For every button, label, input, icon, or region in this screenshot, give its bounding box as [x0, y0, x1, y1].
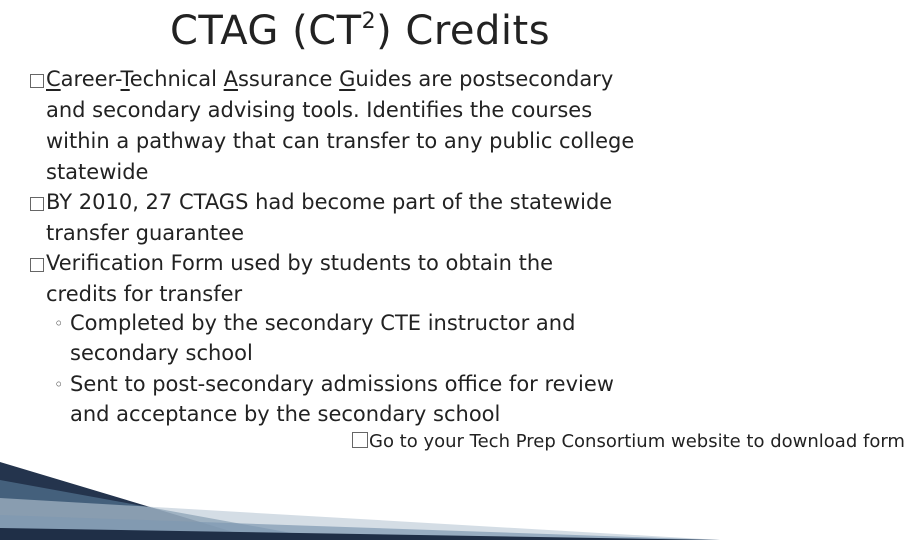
bullet-line: credits for transfer: [46, 282, 243, 306]
decorative-stripes: [0, 440, 720, 540]
title-text-end: ) Credits: [376, 8, 551, 54]
sub-bullet-sent: [70, 369, 700, 429]
note-text: Go to your Tech Prep Consortium website to download form: [369, 431, 905, 452]
sub-bullet-ring-icon: ◦: [54, 314, 64, 333]
bullet-text-part: echnical: [129, 67, 224, 91]
bullet-line: transfer guarantee: [46, 221, 245, 245]
sub-bullet-line: secondary school: [70, 341, 253, 365]
bullet-checkbox-icon: [30, 74, 44, 88]
bullet-career-technical: [46, 64, 706, 188]
underlined-letter: G: [339, 67, 356, 91]
bullet-ctags-2010: [46, 187, 706, 249]
bullet-text-part: uides are postsecondary: [355, 67, 614, 91]
underlined-letter: T: [120, 67, 130, 91]
sub-bullet-line: Sent to post-secondary admissions office for review: [70, 372, 614, 396]
underlined-letter: A: [223, 67, 238, 91]
sub-bullet-completed: [70, 308, 700, 368]
bullet-checkbox-icon: [30, 197, 44, 211]
bullet-text-part: areer-: [60, 67, 121, 91]
bullet-verification-form: [46, 248, 706, 310]
bullet-text-part: ssurance: [237, 67, 340, 91]
sub-bullet-line: and acceptance by the secondary school: [70, 402, 501, 426]
title-superscript: 2: [361, 9, 377, 34]
bullet-line: within a pathway that can transfer to any public college: [46, 129, 635, 153]
bullet-line: BY 2010, 27 CTAGS had become part of the statewide: [46, 190, 613, 214]
title-text: CTAG (CT: [169, 8, 362, 54]
bullet-line: [46, 64, 706, 95]
underlined-letter: C: [46, 67, 61, 91]
slide-title: [0, 8, 720, 54]
bullet-checkbox-icon: [30, 258, 44, 272]
bullet-line: Verification Form used by students to obtain the: [46, 251, 554, 275]
sub-bullet-line: Completed by the secondary CTE instructor and: [70, 311, 576, 335]
sub-bullet-ring-icon: ◦: [54, 375, 64, 394]
bullet-line: and secondary advising tools. Identifies the courses: [46, 98, 593, 122]
bullet-line: statewide: [46, 160, 149, 184]
